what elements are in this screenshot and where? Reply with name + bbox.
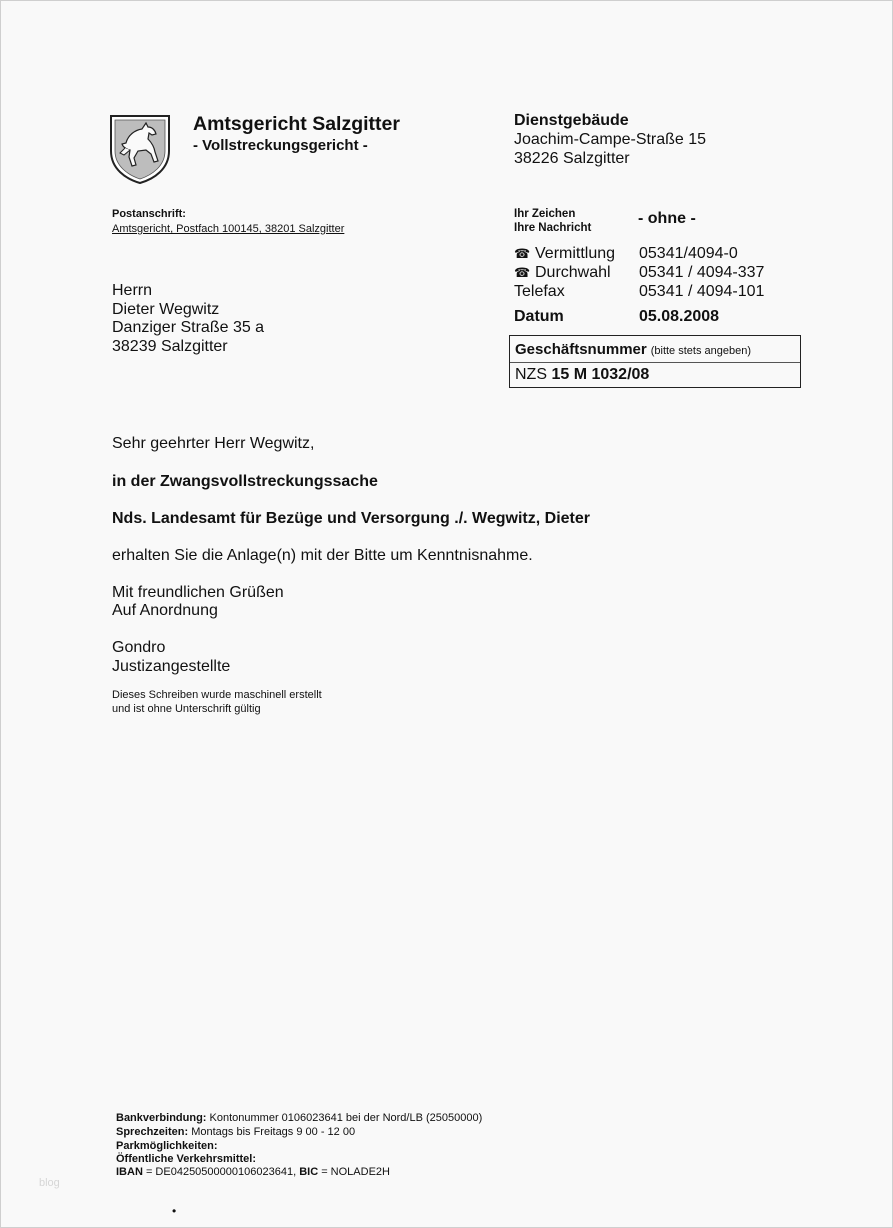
contact-label-durchwahl [514, 264, 611, 282]
ihre-nachricht-label: Ihre Nachricht [514, 222, 592, 234]
datum-label: Datum [514, 308, 564, 325]
lower-saxony-horse-crest-icon [108, 113, 172, 185]
machine-note-2: und ist ohne Unterschrift gültig [112, 703, 261, 715]
postanschrift-label: Postanschrift: [112, 208, 186, 220]
telephone-icon: ☎ [514, 265, 531, 280]
recipient-city: 38239 Salzgitter [112, 338, 228, 355]
footer-iban-label: IBAN [116, 1166, 143, 1178]
geschaeftsnummer-box [509, 335, 801, 388]
contact-label-text: Durchwahl [535, 264, 611, 281]
contact-value-telefax: 05341 / 4094-101 [639, 283, 765, 300]
datum-value: 05.08.2008 [639, 308, 720, 325]
closing-line-2: Auf Anordnung [112, 602, 218, 619]
contact-value-vermittlung: 05341/4094-0 [639, 245, 738, 262]
geschaeftsnummer-label: Geschäftsnummer [515, 341, 647, 358]
watermark: blog [39, 1177, 60, 1189]
footer-parking-label: Parkmöglichkeiten: [116, 1140, 218, 1152]
divider [510, 362, 800, 363]
letter-body: erhalten Sie die Anlage(n) mit der Bitte um Kenntnisnahme. [112, 547, 533, 564]
signer-title: Justizangestellte [112, 658, 231, 675]
dienstgebaeude-title: Dienstgebäude [514, 112, 629, 129]
footer-bank [116, 1112, 482, 1124]
recipient-salutation: Herrn [112, 282, 153, 299]
ihr-zeichen-label: Ihr Zeichen [514, 208, 576, 220]
footer-transit-label: Öffentliche Verkehrsmittel: [116, 1153, 256, 1165]
court-subtitle: - Vollstreckungsgericht - [193, 137, 368, 154]
footer-bic-text: = NOLADE2H [321, 1166, 390, 1178]
geschaeftsnummer-prefix: NZS [515, 366, 547, 383]
dienstgebaeude-city: 38226 Salzgitter [514, 150, 630, 167]
geschaeftsnummer-header [515, 341, 751, 358]
recipient-street: Danziger Straße 35 a [112, 319, 265, 336]
contact-label-telefax: Telefax [514, 283, 565, 300]
footer-hours [116, 1126, 355, 1138]
case-intro: in der Zwangsvollstreckungssache [112, 473, 378, 490]
contact-label-text: Vermittlung [535, 245, 616, 262]
footer-bank-label: Bankverbindung: [116, 1112, 207, 1124]
footer-iban-text: = DE04250500000106023641, [145, 1166, 297, 1178]
court-name: Amtsgericht Salzgitter [193, 113, 400, 135]
geschaeftsnummer-number: 15 M 1032/08 [551, 366, 650, 383]
footer-bank-text: Kontonummer 0106023641 bei der Nord/LB (25050000) [209, 1112, 483, 1124]
contact-label-vermittlung [514, 245, 615, 263]
letter-greeting: Sehr geehrter Herr Wegwitz, [112, 435, 315, 452]
closing-line-1: Mit freundlichen Grüßen [112, 584, 284, 601]
footer-hours-label: Sprechzeiten: [116, 1126, 189, 1138]
footer-iban [116, 1166, 390, 1178]
dienstgebaeude-street: Joachim-Campe-Straße 15 [514, 131, 707, 148]
contact-value-durchwahl: 05341 / 4094-337 [639, 264, 765, 281]
footer-hours-text: Montags bis Freitags 9 00 - 12 00 [191, 1126, 356, 1138]
case-parties: Nds. Landesamt für Bezüge und Versorgung ./. Wegwitz, Dieter [112, 510, 590, 527]
signer-name: Gondro [112, 639, 166, 656]
scan-dot: • [172, 1204, 177, 1218]
reference-value: - ohne - [638, 210, 696, 227]
footer-bic-label: BIC [299, 1166, 319, 1178]
geschaeftsnummer-note: (bitte stets angeben) [650, 345, 752, 357]
postanschrift-line: Amtsgericht, Postfach 100145, 38201 Salzgitter [112, 223, 345, 235]
geschaeftsnummer-value [515, 366, 649, 384]
recipient-name: Dieter Wegwitz [112, 301, 220, 318]
telephone-icon: ☎ [514, 246, 531, 261]
machine-note-1: Dieses Schreiben wurde maschinell erstellt [112, 689, 322, 701]
